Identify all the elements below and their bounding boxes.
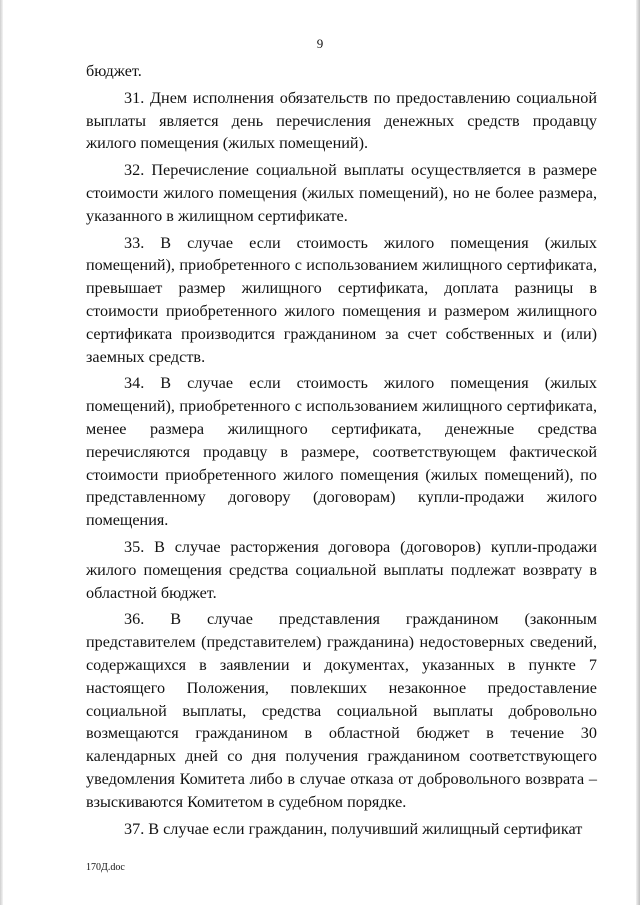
paragraph-34: 34. В случае если стоимость жилого помещения (жилых помещений), приобретенного с использованием жилищного сертификата, менее размера жилищного сертификата, денежные средства перечисляются продавцу в размере, соответствующем фактической стоимости приобретенного жилого помещения (жилых помещений), по представленному договору (договорам) купли-продажи жилого помещения. [86,374,597,530]
paragraph-32: 32. Перечисление социальной выплаты осуществляется в размере стоимости жилого помещения (жилых помещений), но не более размера, указанного в жилищном сертификате. [86,161,597,225]
paragraph-31: 31. Днем исполнения обязательств по предоставлению социальной выплаты является день перечисления денежных средств продавцу жилого помещения (жилых помещений). [86,88,597,153]
paragraph-37: 37. В случае если гражданин, получивший жилищный сертификат [124,819,583,838]
paragraph-33: 33. В случае если стоимость жилого помещения (жилых помещений), приобретенного с использованием жилищного сертификата, превышает размер жилищного сертификата, доплата разницы в стоимости приобретенного жилого помещения и размером жилищного сертификата производится гражданином за счет собственных и (или) заемных средств. [86,233,597,366]
scan-edge-left [0,0,3,905]
paragraph-36: 36. В случае представления гражданином (законным представителем (представителем) гражданина) недостоверных сведений, содержащихся в заявлении и документах, указанных в пункте 7 настоящего Положения, повлекших незаконное предоставление социальной выплаты, средства социальной выплаты добровольно возмещаются гражданином в областной бюджет в течение 30 календарных дней со дня получения гражданином соответствующего уведомления Комитета либо в случае отказа от добровольного возврата – взыскиваются Комитетом в судебном порядке. [86,610,597,811]
paragraph-35: 35. В случае расторжения договора (договоров) купли-продажи жилого помещения средства социальной выплаты подлежат возврату в областной бюджет. [86,537,597,602]
document-body [86,60,597,840]
footer-filename: 170Д.doc [86,862,125,873]
scan-edge-right [636,0,640,905]
paragraph-continuation: бюджет. [86,62,142,80]
page-number: 9 [316,36,324,51]
